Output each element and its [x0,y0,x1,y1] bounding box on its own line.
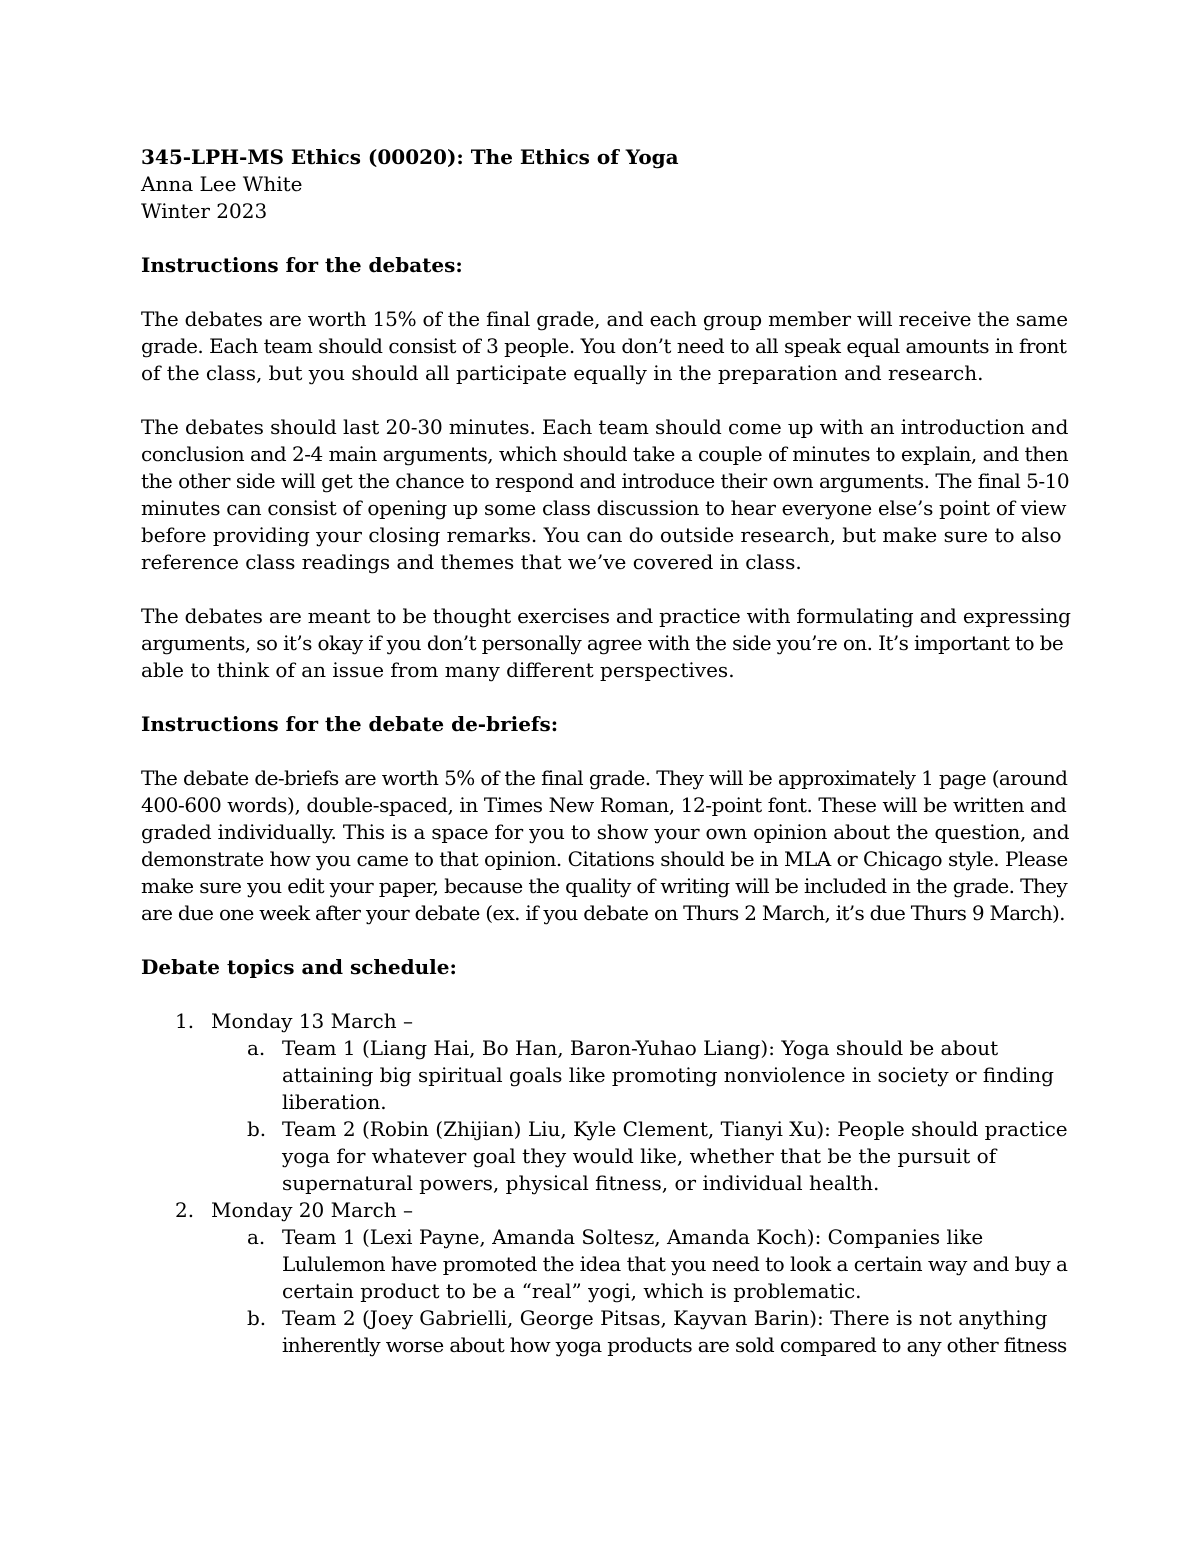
schedule-heading: Debate topics and schedule: [141,955,457,979]
team-letter: b. [247,1306,267,1330]
debates-heading: Instructions for the debates: [141,253,463,277]
text-line: inherently worse about how yoga products are sold compared to any other fitness [282,1333,1067,1357]
text-line: The debates are worth 15% of the final grade, and each group member will receive the same [141,307,1068,331]
debates-paragraph-2 [141,414,1071,576]
text-line: minutes can consist of opening up some class discussion to hear everyone else’s point of view [141,496,1067,520]
text-line: certain product to be a “real” yogi, which is problematic. [282,1279,862,1303]
text-line: graded individually. This is a space for you to show your own opinion about the question, and [141,820,1070,844]
document-page [141,144,1071,1359]
team-item [141,1116,1071,1197]
text-line: able to think of an issue from many different perspectives. [141,658,735,682]
text-line: the other side will get the chance to respond and introduce their own arguments. The final 5-10 [141,469,1070,493]
list-item [141,1008,1071,1035]
team-item [141,1035,1071,1116]
course-title: 345-LPH-MS Ethics (00020): The Ethics of Yoga [141,145,679,169]
team-letter: a. [247,1036,266,1060]
debate-date: Monday 20 March – [211,1198,413,1222]
team-letter: a. [247,1225,266,1249]
text-line: The debates are meant to be thought exercises and practice with formulating and expressing [141,604,1071,628]
text-line: before providing your closing remarks. You can do outside research, but make sure to also [141,523,1062,547]
text-line: yoga for whatever goal they would like, whether that be the pursuit of [282,1144,997,1168]
debates-paragraph-1 [141,306,1071,387]
instructor-name: Anna Lee White [141,172,303,196]
text-line: conclusion and 2-4 main arguments, which should take a couple of minutes to explain, and then [141,442,1069,466]
text-line: Team 2 (Joey Gabrielli, George Pitsas, Kayvan Barin): There is not anything [282,1306,1048,1330]
text-line: The debate de-briefs are worth 5% of the final grade. They will be approximately 1 page (around [141,766,1068,790]
text-line: supernatural powers, physical fitness, or individual health. [282,1171,880,1195]
text-line: make sure you edit your paper, because the quality of writing will be included in the grade. They [141,874,1068,898]
team-item [141,1224,1071,1305]
text-line: 400-600 words), double-spaced, in Times New Roman, 12-point font. These will be written and [141,793,1067,817]
text-line: reference class readings and themes that we’ve covered in class. [141,550,802,574]
text-line: grade. Each team should consist of 3 people. You don’t need to all speak equal amounts in front [141,334,1067,358]
text-line: Team 1 (Lexi Payne, Amanda Soltesz, Amanda Koch): Companies like [282,1225,984,1249]
text-line: liberation. [282,1090,387,1114]
debates-paragraph-3 [141,603,1071,684]
text-line: arguments, so it’s okay if you don’t personally agree with the side you’re on. It’s important to be [141,631,1064,655]
schedule-list [141,1008,1071,1359]
term: Winter 2023 [141,199,268,223]
text-line: Team 2 (Robin (Zhijian) Liu, Kyle Clement, Tianyi Xu): People should practice [282,1117,1068,1141]
list-number: 2. [175,1198,195,1222]
text-line: Lululemon have promoted the idea that you need to look a certain way and buy a [282,1252,1068,1276]
debate-date: Monday 13 March – [211,1009,413,1033]
text-line: attaining big spiritual goals like promoting nonviolence in society or finding [282,1063,1054,1087]
debriefs-heading: Instructions for the debate de-briefs: [141,712,559,736]
text-line: The debates should last 20-30 minutes. Each team should come up with an introduction and [141,415,1069,439]
debriefs-paragraph [141,765,1071,927]
list-number: 1. [175,1009,195,1033]
text-line: demonstrate how you came to that opinion. Citations should be in MLA or Chicago style. Please [141,847,1068,871]
team-item [141,1305,1071,1359]
team-letter: b. [247,1117,267,1141]
list-item [141,1197,1071,1224]
text-line: of the class, but you should all participate equally in the preparation and research. [141,361,984,385]
text-line: are due one week after your debate (ex. if you debate on Thurs 2 March, it’s due Thurs 9 March). [141,901,1065,925]
text-line: Team 1 (Liang Hai, Bo Han, Baron-Yuhao Liang): Yoga should be about [282,1036,999,1060]
